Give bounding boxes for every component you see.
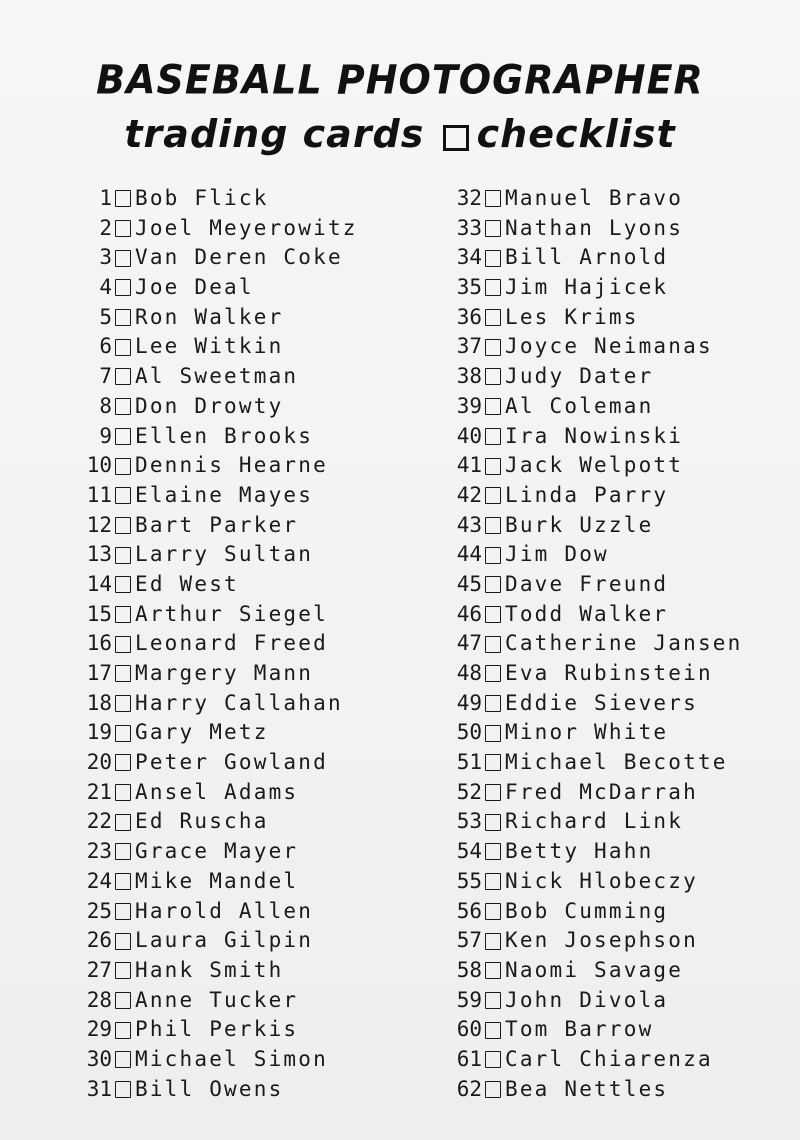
- photographer-name: Richard Link: [505, 809, 684, 834]
- photographer-name: Nathan Lyons: [505, 215, 684, 240]
- checklist-item: [70, 659, 358, 689]
- checkbox[interactable]: [485, 962, 501, 979]
- item-number: 41: [456, 453, 482, 478]
- checklist-item: [440, 303, 743, 333]
- checklist-item: [440, 807, 743, 837]
- checkbox[interactable]: [115, 1051, 131, 1068]
- item-number: 5: [99, 304, 112, 329]
- checkbox[interactable]: [485, 458, 501, 475]
- checklist-item: [440, 778, 743, 808]
- checklist-item: [70, 481, 358, 511]
- photographer-name: Ellen Brooks: [135, 423, 314, 448]
- checklist-item: [440, 926, 743, 956]
- checklist-item: [70, 956, 358, 986]
- checklist-item: [70, 1015, 358, 1045]
- photographer-name: Jim Hajicek: [505, 275, 669, 300]
- checkbox[interactable]: [115, 962, 131, 979]
- checklist-column-left: [70, 184, 358, 1104]
- checklist-item: [70, 689, 358, 719]
- photographer-name: Jack Welpott: [505, 453, 684, 478]
- item-number: 8: [99, 393, 112, 418]
- photographer-name: Anne Tucker: [135, 987, 299, 1012]
- item-number: 27: [86, 957, 112, 982]
- item-number: 6: [99, 334, 112, 359]
- checklist-item: [440, 540, 743, 570]
- checkbox[interactable]: [485, 487, 501, 504]
- checklist-item: [70, 214, 358, 244]
- photographer-name: Minor White: [505, 720, 669, 745]
- checkbox[interactable]: [115, 279, 131, 296]
- photographer-name: Ansel Adams: [135, 779, 299, 804]
- item-number: 36: [456, 304, 482, 329]
- checklist-item: [70, 718, 358, 748]
- checklist-item: [70, 897, 358, 927]
- item-number: 28: [86, 987, 112, 1012]
- photographer-name: Bob Cumming: [505, 898, 669, 923]
- photographer-name: Carl Chiarenza: [505, 1046, 713, 1071]
- checklist-item: [440, 837, 743, 867]
- checklist-item: [440, 659, 743, 689]
- checkbox[interactable]: [485, 279, 501, 296]
- item-number: 26: [86, 928, 112, 953]
- photographer-name: Michael Becotte: [505, 750, 728, 775]
- photographer-name: Les Krims: [505, 304, 639, 329]
- item-number: 34: [456, 245, 482, 270]
- photographer-name: Betty Hahn: [505, 839, 654, 864]
- item-number: 10: [86, 453, 112, 478]
- checkbox[interactable]: [485, 873, 501, 890]
- checklist-item: [70, 451, 358, 481]
- photographer-name: Peter Gowland: [135, 750, 328, 775]
- page-subtitle: [0, 112, 800, 156]
- item-number: 15: [86, 601, 112, 626]
- checkbox[interactable]: [485, 547, 501, 564]
- photographer-name: Linda Parry: [505, 482, 669, 507]
- photographer-name: Grace Mayer: [135, 839, 299, 864]
- photographer-name: Bill Owens: [135, 1076, 284, 1101]
- checklist-item: [440, 451, 743, 481]
- photographer-name: Jim Dow: [505, 542, 609, 567]
- checkbox[interactable]: [115, 309, 131, 326]
- checkbox[interactable]: [485, 933, 501, 950]
- item-number: 48: [456, 661, 482, 685]
- checklist-item: [440, 422, 743, 452]
- item-number: 58: [456, 957, 482, 982]
- checkbox[interactable]: [115, 220, 131, 237]
- photographer-name: Phil Perkis: [135, 1017, 299, 1042]
- item-number: 37: [456, 334, 482, 359]
- checklist-item: [70, 303, 358, 333]
- photographer-name: Al Coleman: [505, 393, 654, 418]
- item-number: 2: [99, 215, 112, 240]
- checkbox[interactable]: [115, 754, 131, 771]
- item-number: 29: [86, 1017, 112, 1042]
- checklist-item: [70, 748, 358, 778]
- photographer-name: Dave Freund: [505, 571, 669, 596]
- photographer-name: Ken Josephson: [505, 928, 698, 953]
- item-number: 21: [86, 779, 112, 804]
- photographer-name: Al Sweetman: [135, 364, 299, 389]
- checkbox[interactable]: [115, 933, 131, 950]
- item-number: 25: [86, 898, 112, 923]
- photographer-name: Tom Barrow: [505, 1017, 654, 1042]
- checklist-item: [440, 986, 743, 1016]
- checklist-item: [70, 422, 358, 452]
- item-number: 45: [456, 571, 482, 596]
- checklist-item: [440, 718, 743, 748]
- checklist-item: [70, 986, 358, 1016]
- item-number: 17: [86, 661, 112, 685]
- item-number: 24: [86, 868, 112, 893]
- checkbox[interactable]: [485, 695, 501, 712]
- item-number: 33: [456, 215, 482, 240]
- photographer-name: Arthur Siegel: [135, 601, 328, 626]
- checklist-item: [70, 837, 358, 867]
- checklist-item: [440, 956, 743, 986]
- item-number: 59: [456, 987, 482, 1012]
- photographer-name: Judy Dater: [505, 364, 654, 389]
- item-number: 39: [456, 393, 482, 418]
- checklist-item: [70, 540, 358, 570]
- checklist-item: [440, 243, 743, 273]
- item-number: 30: [86, 1046, 112, 1071]
- checklist-item: [70, 600, 358, 630]
- item-number: 11: [86, 482, 112, 507]
- item-number: 13: [86, 542, 112, 567]
- item-number: 1: [99, 186, 112, 210]
- checkbox[interactable]: [485, 576, 501, 593]
- checkbox[interactable]: [485, 606, 501, 623]
- photographer-name: Naomi Savage: [505, 957, 684, 982]
- checkbox[interactable]: [485, 339, 501, 356]
- item-number: 4: [99, 275, 112, 300]
- item-number: 14: [86, 571, 112, 596]
- checkbox[interactable]: [115, 576, 131, 593]
- photographer-name: Bart Parker: [135, 512, 299, 537]
- checkbox[interactable]: [485, 814, 501, 831]
- checkbox[interactable]: [485, 1051, 501, 1068]
- photographer-name: Bea Nettles: [505, 1076, 669, 1101]
- checkbox[interactable]: [485, 428, 501, 445]
- checklist-item: [440, 867, 743, 897]
- checkbox[interactable]: [115, 190, 131, 207]
- photographer-name: Ed West: [135, 571, 239, 596]
- checklist-item: [440, 392, 743, 422]
- checkbox[interactable]: [115, 814, 131, 831]
- item-number: 3: [99, 245, 112, 270]
- photographer-name: Ron Walker: [135, 304, 284, 329]
- item-number: 51: [456, 750, 482, 775]
- checklist-item: [70, 778, 358, 808]
- checklist-column-right: [440, 184, 743, 1104]
- checkbox[interactable]: [115, 487, 131, 504]
- checkbox[interactable]: [115, 547, 131, 564]
- item-number: 32: [456, 186, 482, 210]
- checkbox[interactable]: [485, 992, 501, 1009]
- photographer-name: Elaine Mayes: [135, 482, 314, 507]
- checkbox[interactable]: [485, 665, 501, 682]
- photographer-name: Ed Ruscha: [135, 809, 269, 834]
- photographer-name: Michael Simon: [135, 1046, 328, 1071]
- item-number: 20: [86, 750, 112, 775]
- checklist-item: [440, 214, 743, 244]
- checklist-item: [440, 1045, 743, 1075]
- checkbox[interactable]: [485, 1022, 501, 1039]
- photographer-name: Eva Rubinstein: [505, 661, 713, 685]
- item-number: 61: [456, 1046, 482, 1071]
- checkbox[interactable]: [485, 220, 501, 237]
- checklist-item: [440, 748, 743, 778]
- photographer-name: Nick Hlobeczy: [505, 868, 698, 893]
- item-number: 49: [456, 690, 482, 715]
- checklist-item: [70, 926, 358, 956]
- checkbox[interactable]: [485, 754, 501, 771]
- photographer-name: Catherine Jansen: [505, 631, 743, 656]
- checkbox[interactable]: [115, 1022, 131, 1039]
- photographer-name: Mike Mandel: [135, 868, 299, 893]
- checkbox[interactable]: [485, 725, 501, 742]
- checklist-item: [440, 184, 743, 214]
- photographer-name: Hank Smith: [135, 957, 284, 982]
- checkbox[interactable]: [115, 339, 131, 356]
- item-number: 50: [456, 720, 482, 745]
- item-number: 46: [456, 601, 482, 626]
- photographer-name: Margery Mann: [135, 661, 314, 685]
- photographer-name: Lee Witkin: [135, 334, 284, 359]
- item-number: 52: [456, 779, 482, 804]
- item-number: 55: [456, 868, 482, 893]
- checkbox[interactable]: [485, 784, 501, 801]
- checklist-item: [440, 511, 743, 541]
- checklist-item: [70, 243, 358, 273]
- photographer-name: Joel Meyerowitz: [135, 215, 358, 240]
- checkbox[interactable]: [115, 784, 131, 801]
- photographer-name: Eddie Sievers: [505, 690, 698, 715]
- checklist-item: [70, 392, 358, 422]
- checkbox[interactable]: [115, 398, 131, 415]
- item-number: 7: [99, 364, 112, 389]
- item-number: 35: [456, 275, 482, 300]
- item-number: 18: [86, 690, 112, 715]
- photographer-name: Van Deren Coke: [135, 245, 343, 270]
- photographer-name: Fred McDarrah: [505, 779, 698, 804]
- checklist-item: [70, 332, 358, 362]
- checklist-item: [70, 184, 358, 214]
- checklist-item: [440, 362, 743, 392]
- photographer-name: Burk Uzzle: [505, 512, 654, 537]
- checklist-item: [70, 867, 358, 897]
- item-number: 47: [456, 631, 482, 656]
- item-number: 38: [456, 364, 482, 389]
- item-number: 31: [86, 1076, 112, 1101]
- checkbox[interactable]: [115, 517, 131, 534]
- checkbox[interactable]: [485, 903, 501, 920]
- checkbox[interactable]: [485, 636, 501, 653]
- checkbox[interactable]: [115, 368, 131, 385]
- checklist-item: [70, 807, 358, 837]
- checkbox[interactable]: [485, 368, 501, 385]
- checkbox[interactable]: [485, 517, 501, 534]
- item-number: 43: [456, 512, 482, 537]
- item-number: 56: [456, 898, 482, 923]
- checkbox[interactable]: [115, 458, 131, 475]
- item-number: 60: [456, 1017, 482, 1042]
- checkbox[interactable]: [115, 725, 131, 742]
- checkbox[interactable]: [115, 636, 131, 653]
- item-number: 54: [456, 839, 482, 864]
- checklist-item: [70, 629, 358, 659]
- checklist-item: [70, 1045, 358, 1075]
- checklist-item: [70, 1075, 358, 1105]
- checklist-item: [70, 273, 358, 303]
- checklist-item: [440, 897, 743, 927]
- photographer-name: Manuel Bravo: [505, 186, 684, 210]
- page-title: BASEBALL PHOTOGRAPHER: [96, 56, 704, 104]
- checkbox[interactable]: [485, 843, 501, 860]
- photographer-name: Bill Arnold: [505, 245, 669, 270]
- item-number: 12: [86, 512, 112, 537]
- item-number: 16: [86, 631, 112, 656]
- checkbox[interactable]: [115, 250, 131, 267]
- item-number: 44: [456, 542, 482, 567]
- checkbox[interactable]: [115, 665, 131, 682]
- item-number: 40: [456, 423, 482, 448]
- item-number: 53: [456, 809, 482, 834]
- photographer-name: Don Drowty: [135, 393, 284, 418]
- checkbox[interactable]: [115, 695, 131, 712]
- checklist-item: [440, 1075, 743, 1105]
- item-number: 19: [86, 720, 112, 745]
- checklist-item: [440, 570, 743, 600]
- checklist-item: [70, 362, 358, 392]
- checkbox[interactable]: [485, 250, 501, 267]
- checkbox[interactable]: [115, 903, 131, 920]
- item-number: 42: [456, 482, 482, 507]
- photographer-name: Larry Sultan: [135, 542, 314, 567]
- subtitle-part-2: checklist: [476, 112, 676, 156]
- item-number: 62: [456, 1076, 482, 1101]
- photographer-name: Harold Allen: [135, 898, 314, 923]
- photographer-name: Gary Metz: [135, 720, 269, 745]
- checklist-item: [70, 570, 358, 600]
- photographer-name: Dennis Hearne: [135, 453, 328, 478]
- checkbox[interactable]: [115, 992, 131, 1009]
- checkbox[interactable]: [115, 843, 131, 860]
- checkbox[interactable]: [115, 428, 131, 445]
- checkbox[interactable]: [485, 398, 501, 415]
- checkbox[interactable]: [115, 873, 131, 890]
- subtitle-part-1: trading cards: [124, 112, 425, 156]
- photographer-name: Joyce Neimanas: [505, 334, 713, 359]
- checkbox[interactable]: [115, 606, 131, 623]
- photographer-name: Bob Flick: [135, 186, 269, 210]
- checkbox[interactable]: [485, 1081, 501, 1098]
- checkbox[interactable]: [485, 309, 501, 326]
- checklist-item: [440, 1015, 743, 1045]
- photographer-name: Leonard Freed: [135, 631, 328, 656]
- photographer-name: Todd Walker: [505, 601, 669, 626]
- checklist-item: [70, 511, 358, 541]
- item-number: 22: [86, 809, 112, 834]
- photographer-name: Ira Nowinski: [505, 423, 684, 448]
- item-number: 23: [86, 839, 112, 864]
- checklist-item: [440, 629, 743, 659]
- photographer-name: Joe Deal: [135, 275, 254, 300]
- checklist-item: [440, 273, 743, 303]
- checklist-item: [440, 332, 743, 362]
- item-number: 9: [99, 423, 112, 448]
- checkbox[interactable]: [485, 190, 501, 207]
- checklist-item: [440, 481, 743, 511]
- item-number: 57: [456, 928, 482, 953]
- photographer-name: Harry Callahan: [135, 690, 343, 715]
- checkbox[interactable]: [115, 1081, 131, 1098]
- checkbox-icon: [443, 125, 469, 151]
- checklist-item: [440, 689, 743, 719]
- checklist-item: [440, 600, 743, 630]
- photographer-name: Laura Gilpin: [135, 928, 314, 953]
- photographer-name: John Divola: [505, 987, 669, 1012]
